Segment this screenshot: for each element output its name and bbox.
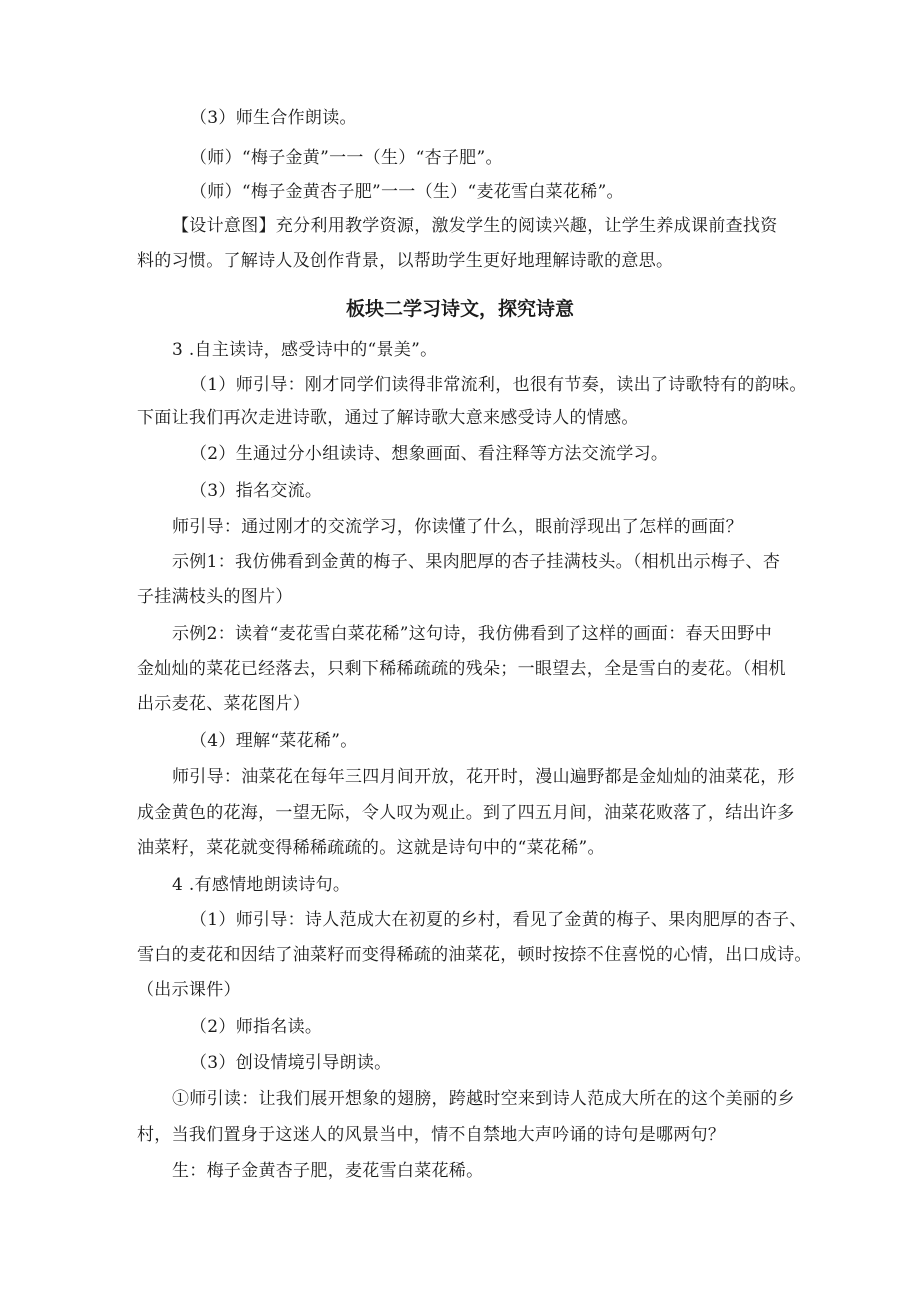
example-1-line-2: 子挂满枝头的图片）	[137, 587, 293, 607]
teacher-guide-2-line-1: 师引导：油菜花在每年三四月间开放，花开时，漫山遍野都是金灿灿的油菜花，形	[172, 767, 795, 787]
item-4-title: 4 .有感情地朗读诗句。	[172, 875, 351, 895]
teacher-guide-2-line-2: 成金黄色的花海，一望无际，令人叹为观止。到了四五月间，油菜花败落了，结出许多	[137, 803, 795, 823]
step-3-read-together: （3）师生合作朗读。	[190, 108, 357, 128]
teacher-guide-1: 师引导：通过刚才的交流学习，你读懂了什么，眼前浮现出了怎样的画面？	[172, 517, 743, 537]
guided-reading-line-2: 村，当我们置身于这迷人的风景当中，情不自禁地大声吟诵的诗句是哪两句？	[137, 1125, 726, 1145]
section-heading: 板块二学习诗文，探究诗意	[345, 298, 574, 320]
call-response-2: （师）“梅子金黄杏子肥”一一（生）“麦花雪白菜花稀”。	[190, 182, 624, 202]
item-3-title: 3 .自主读诗，感受诗中的“景美”。	[172, 340, 438, 360]
teacher-guide-2-line-3: 油菜籽，菜花就变得稀稀疏疏的。这就是诗句中的“菜花稀”。	[137, 838, 605, 858]
design-intent-line-2: 料的习惯。了解诗人及创作背景，以帮助学生更好地理解诗歌的意思。	[137, 251, 674, 271]
item-3-2: （2）生通过分小组读诗、想象画面、看注释等方法交流学习。	[190, 444, 669, 464]
item-4-1-line-3: （出示课件）	[137, 980, 241, 1000]
example-2-line-1: 示例2：读着“麦花雪白菜花稀”这句诗，我仿佛看到了这样的画面：春天田野中	[172, 624, 772, 644]
example-2-line-3: 出示麦花、菜花图片）	[137, 694, 310, 714]
guided-reading-line-1: ①师引读：让我们展开想象的翅膀，跨越时空来到诗人范成大所在的这个美丽的乡	[172, 1089, 795, 1109]
design-intent-line-1: 【设计意图】充分利用教学资源，激发学生的阅读兴趣，让学生养成课前查找资	[172, 216, 778, 236]
example-1-line-1: 示例1：我仿佛看到金黄的梅子、果肉肥厚的杏子挂满枝头。（相机出示梅子、杏	[172, 552, 781, 572]
item-3-1-line-2: 下面让我们再次走进诗歌，通过了解诗歌大意来感受诗人的情感。	[137, 408, 639, 428]
item-4-3: （3）创设情境引导朗读。	[190, 1053, 392, 1073]
item-4-1-line-1: （1）师引导：诗人范成大在初夏的乡村，看见了金黄的梅子、果肉肥厚的杏子、	[190, 910, 807, 930]
item-4-1-line-2: 雪白的麦花和因结了油菜籽而变得稀疏的油菜花，顿时按捺不住喜悦的心情，出口成诗。	[137, 945, 812, 965]
example-2-line-2: 金灿灿的菜花已经落去，只剩下稀稀疏疏的残朵；一眼望去，全是雪白的麦花。（相机	[137, 659, 786, 679]
call-response-1: （师）“梅子金黄”一一（生）“杏子肥”。	[190, 148, 503, 168]
item-3-3: （3）指名交流。	[190, 481, 323, 501]
item-3-1-line-1: （1）师引导：刚才同学们读得非常流利，也很有节奏，读出了诗歌特有的韵味。	[190, 375, 807, 395]
item-3-4: （4）理解“菜花稀”。	[190, 731, 358, 751]
item-4-2: （2）师指名读。	[190, 1017, 323, 1037]
student-answer: 生：梅子金黄杏子肥，麦花雪白菜花稀。	[172, 1161, 484, 1181]
